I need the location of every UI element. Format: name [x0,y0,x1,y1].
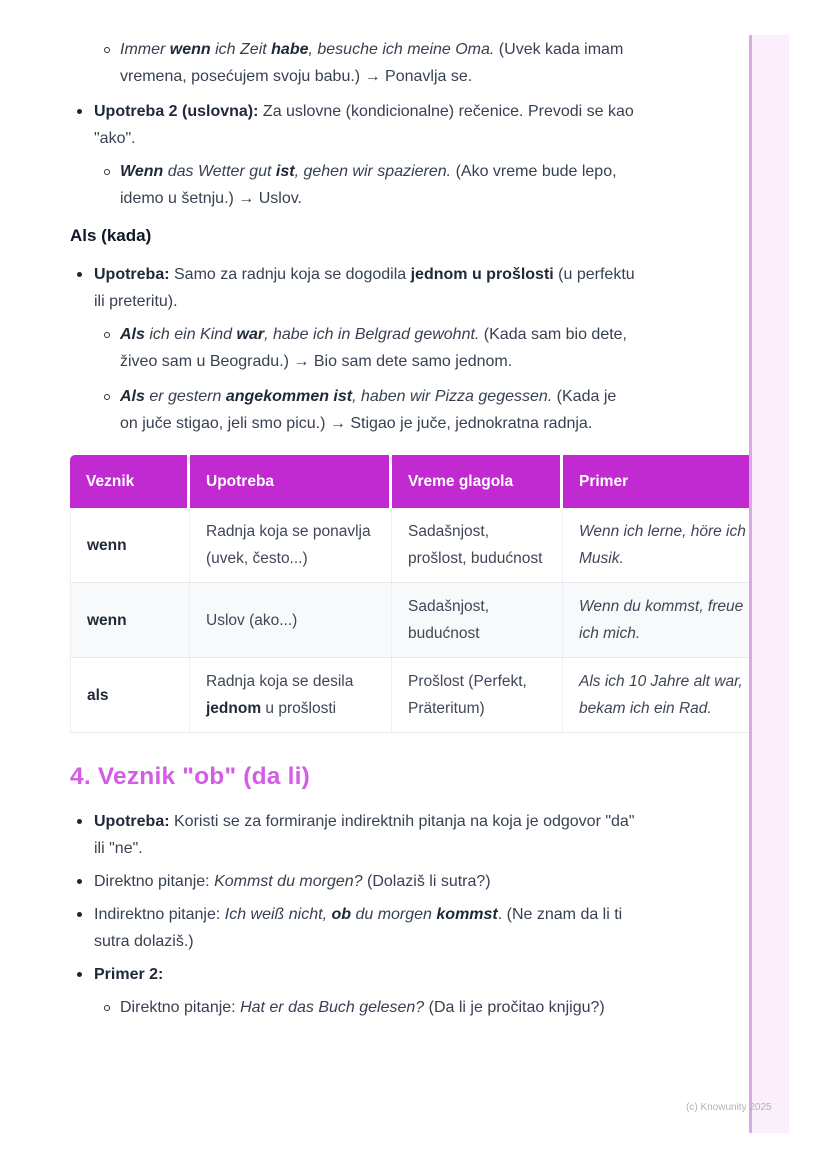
list-item-text [94,813,635,857]
table-header-cell: Primer [563,455,770,508]
list-item-text [120,999,605,1016]
text-run: ich Zeit [210,41,272,58]
bullet-circle-icon [104,394,110,400]
list-item [70,961,636,988]
text-run: Als (kada) [70,226,152,245]
text-run: (Ako vreme bude lepo, idemo u šetnju.) → Uslov. [120,163,617,207]
text-run: ist [275,163,295,180]
list-item-text [120,388,616,432]
text-run: (Dolaziš li sutra?) [362,873,491,890]
table-row [70,658,770,733]
text-run: Upotreba: [94,266,170,283]
list-item [70,901,636,955]
text-run: Als [120,388,145,405]
text-run: Upotreba 2 (uslovna): [94,103,259,120]
text-run: als [87,686,109,704]
table-cell [563,508,770,583]
text-run: Sadašnjost, prošlost, budućnost [408,523,543,567]
table-row [70,508,770,583]
text-run: (Kada je on juče stigao, jeli smo picu.) → Stigao je juče, jednokratna radnja. [120,388,617,432]
text-run: Immer [120,41,170,58]
text-run: Primer 2: [94,966,164,983]
table-header-row [70,455,770,508]
bullet-disc-icon [77,972,82,977]
table-cell [563,583,770,658]
list-item-text [94,103,634,147]
text-run: Samo za radnju koja se dogodila [169,266,411,283]
list-item-text [94,906,622,950]
bullet-circle-icon [104,332,110,338]
text-run: du morgen [351,906,437,923]
text-run: Uslov (ako...) [206,611,298,629]
text-run: Als [120,326,145,343]
text-run: kommst [436,906,498,923]
text-run: ob [331,906,351,923]
bullet-circle-icon [104,1005,110,1011]
list-item-text [120,326,627,370]
text-run: das Wetter gut [163,163,276,180]
text-run: Wenn [120,163,164,180]
list-item [70,808,636,862]
bullet-disc-icon [77,819,82,824]
text-run: Koristi se za formiranje indirektnih pitanja na koja je odgovor "da" ili "ne". [94,813,635,857]
section-heading [70,761,636,792]
table-cell [392,658,563,733]
table-cell [392,583,563,658]
sub-list-item [97,158,636,212]
bullet-disc-icon [77,109,82,114]
list-item-text [94,873,491,890]
text-run: , haben wir Pizza gegessen. [352,388,553,405]
text-run: Kommst du morgen? [214,873,363,890]
table-cell [70,508,190,583]
text-run: habe [271,41,309,58]
text-run: Direktno pitanje: [120,999,241,1016]
list-item-text [120,41,623,85]
table-header-cell: Upotreba [190,455,392,508]
text-run: Direktno pitanje: [94,873,215,890]
table-cell [392,508,563,583]
table-cell [70,583,190,658]
text-run: , habe ich in Belgrad gewohnt. [264,326,480,343]
text-run: Wenn ich lerne, höre ich Musik. [579,523,746,567]
sub-list-item [97,36,636,90]
list-item [70,98,636,152]
bullet-circle-icon [104,47,110,53]
bullet-disc-icon [77,912,82,917]
text-run: (u perfektu ili preteritu). [94,266,635,310]
text-run: wenn [87,611,127,629]
text-run: wenn [87,536,127,554]
sub-list-item [97,383,636,437]
table-cell [70,658,190,733]
text-run: 4. Veznik "ob" (da li) [70,763,311,790]
table-cell [190,583,392,658]
text-run: (Da li je pročitao knjigu?) [424,999,605,1016]
bullet-circle-icon [104,169,110,175]
decorative-side-strip [749,35,789,1133]
text-run: (Kada sam bio dete, živeo sam u Beogradu.) → Bio sam dete samo jednom. [120,326,627,370]
text-run: Wenn du kommst, freue ich mich. [579,598,744,642]
list-item [70,261,636,315]
text-run: Sadašnjost, budućnost [408,598,489,642]
text-run: (Uvek kada imam vremena, posećujem svoju babu.) → Ponavlja se. [120,41,624,85]
text-run: angekommen ist [225,388,353,405]
footer-copyright: (c) Knowunity 2025 [686,1102,772,1113]
list-item-text [94,966,163,983]
text-run: Prošlost (Perfekt, Präteritum) [408,673,527,717]
list-item [70,868,636,895]
text-run: jednom u prošlosti [410,266,554,283]
text-run: , gehen wir spazieren. [294,163,452,180]
bullet-disc-icon [77,879,82,884]
text-run: jednom [206,700,262,717]
text-run: Indirektno pitanje: [94,906,225,923]
subsection-heading [70,224,636,247]
sub-list-item [97,321,636,375]
text-run: Als ich 10 Jahre alt war, bekam ich ein Rad. [579,673,743,717]
text-run: , besuche ich meine Oma. [308,41,495,58]
text-run: Radnja koja se ponavlja (uvek, često...) [206,523,371,567]
table-header-cell: Vreme glagola [392,455,563,508]
grammar-table [70,455,770,733]
text-run: Ich weiß nicht, [224,906,332,923]
text-run: Hat er das Buch gelesen? [240,999,425,1016]
table-cell [190,658,392,733]
table-row [70,583,770,658]
text-run: er gestern [144,388,226,405]
text-run: Radnja koja se desila [206,673,354,690]
document-body [70,36,746,1029]
text-run: wenn [169,41,211,58]
text-run: ich ein Kind [144,326,237,343]
bullet-disc-icon [77,272,82,277]
list-item-text [120,163,617,207]
sub-list-item [97,994,636,1021]
text-run: Upotreba: [94,813,170,830]
text-run: war [236,326,265,343]
table-cell [563,658,770,733]
table-cell [190,508,392,583]
table-header-cell: Veznik [70,455,190,508]
text-run: . (Ne znam da li ti sutra dolaziš.) [94,906,623,950]
text-run: u prošlosti [261,700,337,717]
text-run: Za uslovne (kondicionalne) rečenice. Prevodi se kao "ako". [94,103,634,147]
list-item-text [94,266,635,310]
